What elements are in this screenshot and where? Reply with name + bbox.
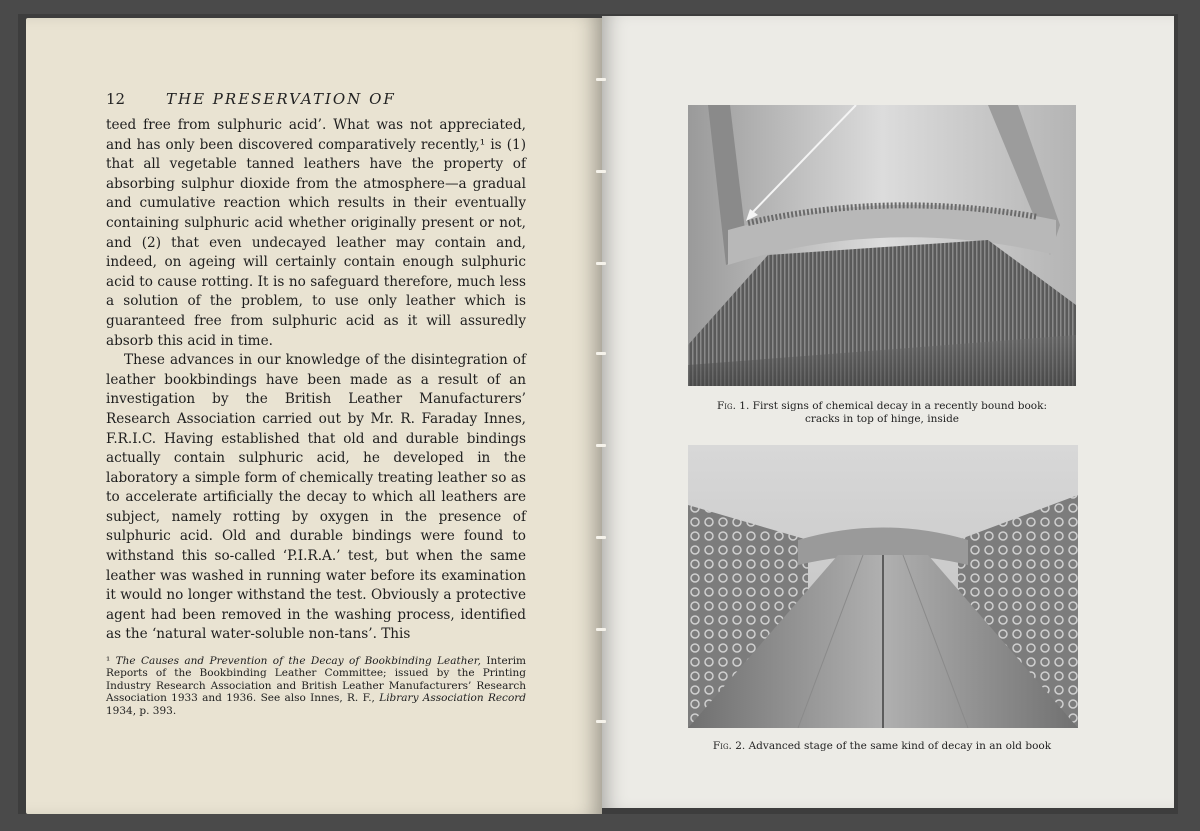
figure-2-photo (688, 445, 1078, 728)
binding-stitch (596, 444, 606, 447)
figure-1-caption-line1: First signs of chemical decay in a recently bound book: (752, 400, 1048, 412)
footnote (106, 655, 526, 717)
binding-stitch (596, 720, 606, 723)
figure-2-caption (680, 740, 1084, 753)
footnote-title: The Causes and Prevention of the Decay of Bookbinding Leather, (115, 655, 481, 667)
figure-2-caption-text: Advanced stage of the same kind of decay in an old book (748, 740, 1052, 752)
footnote-mark: ¹ (106, 655, 111, 667)
running-head-title: THE PRESERVATION OF (166, 90, 396, 108)
figure-1-caption-line2: cracks in top of hinge, inside (804, 413, 960, 425)
footnote-end: 1934, p. 393. (106, 704, 177, 717)
figure-1-photo (688, 105, 1076, 386)
binding-stitch (596, 170, 606, 173)
binding-stitch (596, 352, 606, 355)
figure-2-label: Fig. 2. (712, 740, 746, 752)
binding-stitch (596, 628, 606, 631)
running-head (106, 90, 526, 108)
body-text (106, 116, 526, 645)
footnote-journal: Library Association Record (379, 692, 527, 705)
binding-stitch (596, 262, 606, 265)
binding-stitch (596, 536, 606, 539)
binding-stitch (596, 78, 606, 81)
page-number: 12 (106, 90, 126, 108)
footnote-body: Interim Reports of the Bookbinding Leather Committee; issued by the Printing Industry Research Association and British Leather Manufacturers’ Research Association 1933 and 1936. See also Innes, R. F., (106, 655, 527, 705)
paragraph: teed free from sulphuric acid’. What was not appreciated, and has only been discovered comparatively recently,¹ is (1) that all vegetable tanned leathers have the property of absorbing sulphur dioxide from the atmosphere—a gradual and cumulative reaction which results in their eventually containing sulphuric acid whether originally present or not, and (2) that even undecayed leather may contain and, indeed, on ageing will certainly contain enough sulphuric acid to cause rotting. It is no safeguard therefore, much less a solution of the problem, to use only leather which is guaranteed free from sulphuric acid as it will assuredly absorb this acid in time. (106, 117, 526, 349)
figure-1-label: Fig. 1. (716, 400, 750, 412)
paragraph: These advances in our knowledge of the disintegration of leather bookbindings have been made as a result of an investigation by the British Leather Manufacturers’ Research Association carried out by Mr. R. Faraday Innes, F.R.I.C. Having established that old and durable bindings actually contain sulphuric acid, he developed in the laboratory a simple form of chemically treating leather so as to accelerate artificially the decay to which all leathers are subject, namely rotting by oxygen in the presence of sulphuric acid. Old and durable bindings were found to withstand this so-called ‘P.I.R.A.’ test, but when the same leather was washed in running water before its examination it would no longer withstand the test. Obviously a protective agent had been removed in the washing process, identified as the ‘natural water-soluble non-tans’. This (106, 352, 526, 643)
figure-1-caption (680, 400, 1084, 426)
